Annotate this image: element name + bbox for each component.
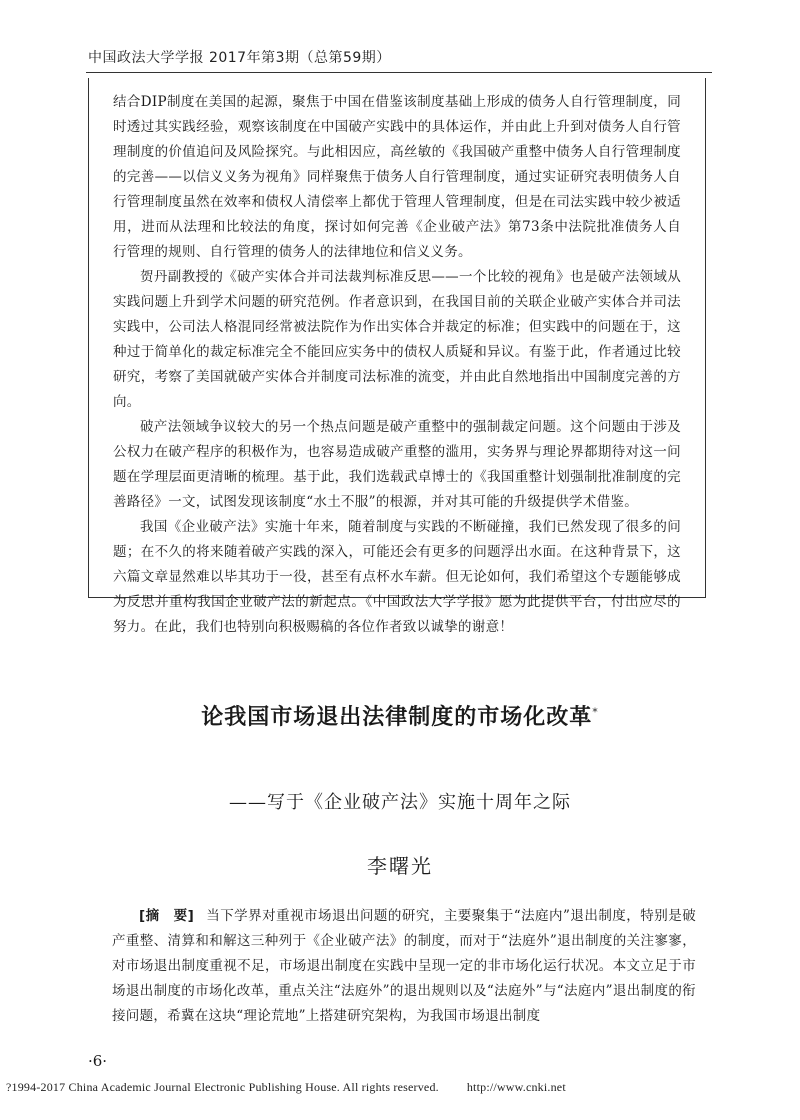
- article-title-text: 论我国市场退出法律制度的市场化改革: [201, 705, 593, 730]
- intro-paragraph-2: 贺丹副教授的《破产实体合并司法裁判标准反思——一个比较的视角》也是破产法领域从实践问题上升到学术问题的研究范例。作者意识到，在我国目前的关联企业破产实体合并司法实践中，公司法人格混同经常被法院作为作出实体合并裁定的标准；但实践中的问题在于，这种过于简单化的裁定标准完全不能回应实务中的债权人质疑和异议。有鉴于此，作者通过比较研究，考察了美国就破产实体合并制度司法标准的流变，并由此自然地指出中国制度完善的方向。: [113, 269, 681, 410]
- footer-copyright: ?1994-2017 China Academic Journal Electronic Publishing House. All rights reserved.: [6, 1080, 439, 1094]
- footer-url[interactable]: http://www.cnki.net: [466, 1080, 566, 1094]
- intro-paragraph-1: 结合DIP制度在美国的起源，聚焦于中国在借鉴该制度基础上形成的债务人自行管理制度，同时透过其实践经验，观察该制度在中国破产实践中的具体运作，并由此上升到对债务人自行管理制度的价值追问及风险探究。与此相因应，高丝敏的《我国破产重整中债务人自行管理制度的完善——以信义义务为视角》同样聚焦于债务人自行管理制度，通过实证研究表明债务人自行管理制度虽然在效率和债权人清偿率上都优于管理人管理制度，但是在司法实践中较少被适用，进而从法理和比较法的角度，探讨如何完善《企业破产法》第73条中法院批准债务人自行管理的规则、自行管理的债务人的法律地位和信义义务。: [113, 94, 681, 260]
- page-number: ·6·: [88, 1052, 108, 1070]
- article-author: 李曙光: [367, 854, 433, 878]
- footer: [6, 1080, 796, 1095]
- abstract-label: [摘 要]: [139, 908, 195, 924]
- running-header: 中国政法大学学报 2017年第3期（总第59期）: [88, 50, 391, 66]
- editorial-intro-box: [88, 78, 706, 635]
- article-subtitle: ——写于《企业破产法》实施十周年之际: [229, 792, 571, 813]
- abstract-paragraph: [112, 904, 696, 1029]
- article-title: [0, 700, 800, 731]
- title-footnote-mark: *: [592, 705, 599, 719]
- header-rule: [86, 72, 712, 73]
- abstract-section: [112, 904, 696, 1029]
- intro-paragraph-4: 我国《企业破产法》实施十年来，随着制度与实践的不断碰撞，我们已然发现了很多的问题；在不久的将来随着破产实践的深入，可能还会有更多的问题浮出水面。在这种背景下，这六篇文章显然难以毕其功于一役，甚至有点杯水车薪。但无论如何，我们希望这个专题能够成为反思并重构我国企业破产法的新起点。《中国政法大学学报》愿为此提供平台，付出应尽的努力。在此，我们也特别向积极赐稿的各位作者致以诚挚的谢意！: [113, 519, 681, 635]
- intro-paragraph-3: 破产法领域争议较大的另一个热点问题是破产重整中的强制裁定问题。这个问题由于涉及公权力在破产程序的积极作为，也容易造成破产重整的滥用，实务界与理论界都期待对这一问题在学理层面更清晰的梳理。基于此，我们选载武卓博士的《我国重整计划强制批准制度的完善路径》一文，试图发现该制度“水土不服”的根源，并对其可能的升级提供学术借鉴。: [113, 419, 681, 510]
- abstract-text: 当下学界对重视市场退出问题的研究，主要聚集于“法庭内”退出制度，特别是破产重整、清算和和解这三种列于《企业破产法》的制度，而对于“法庭外”退出制度的关注寥寥，对市场退出制度重视不足，市场退出制度在实践中呈现一定的非市场化运行状况。本文立足于市场退出制度的市场化改革，重点关注“法庭外”的退出规则以及“法庭外”与“法庭内”退出制度的衔接问题，希冀在这块“理论荒地”上搭建研究架构，为我国市场退出制度: [112, 908, 696, 1024]
